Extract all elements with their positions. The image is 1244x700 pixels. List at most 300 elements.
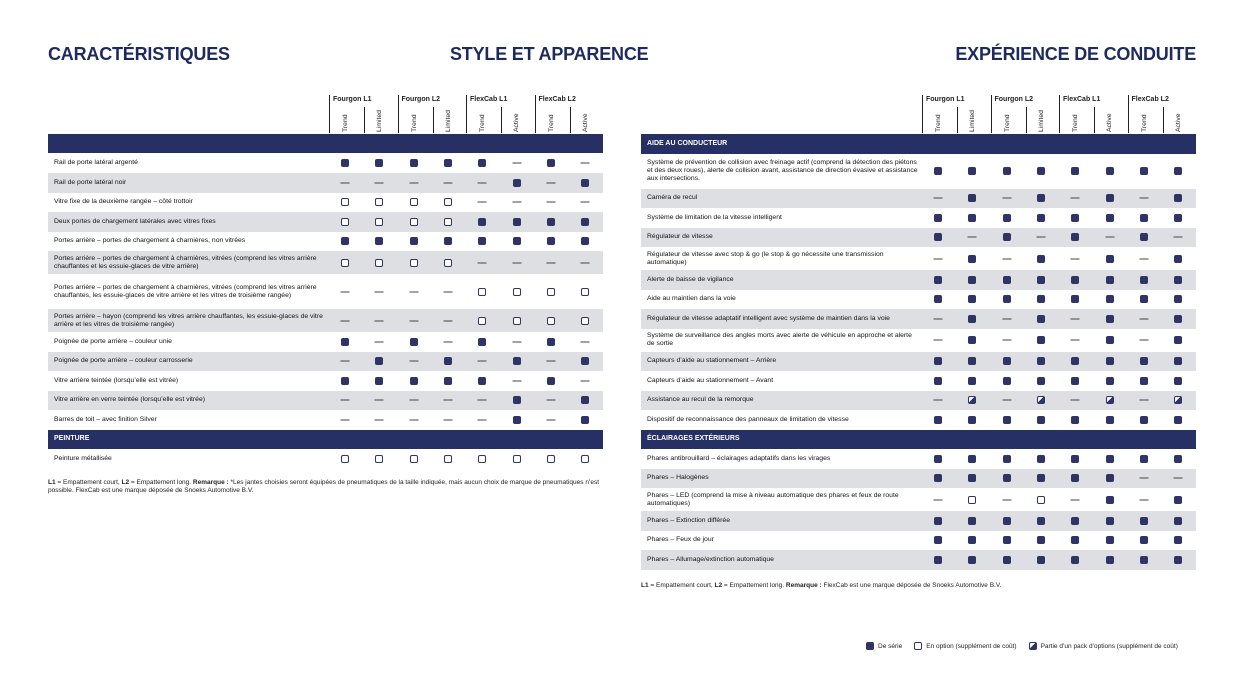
standard-mark-icon xyxy=(1106,536,1114,544)
standard-mark-icon xyxy=(1071,517,1079,525)
section-header-row xyxy=(641,134,1196,154)
not-available-dash xyxy=(1071,340,1080,341)
standard-mark-icon xyxy=(581,396,589,404)
feature-label: Phares – Allumage/extinction automatique xyxy=(647,555,774,563)
not-available-dash xyxy=(444,320,453,321)
standard-mark-icon xyxy=(1106,276,1114,284)
standard-mark-icon xyxy=(478,237,486,245)
column-divider xyxy=(501,107,502,133)
not-available-dash xyxy=(478,400,487,401)
option-mark-icon xyxy=(547,288,555,296)
option-mark-icon xyxy=(410,198,418,206)
table-row xyxy=(641,270,1196,290)
standard-mark-icon xyxy=(581,357,589,365)
table-row xyxy=(641,469,1196,489)
pack-mark-icon xyxy=(968,396,976,404)
not-available-dash xyxy=(444,291,453,292)
footnote-l2: L2 xyxy=(121,479,130,486)
not-available-dash xyxy=(1139,400,1148,401)
standard-mark-icon xyxy=(478,159,486,167)
standard-mark-icon xyxy=(1140,276,1148,284)
table-row xyxy=(641,371,1196,391)
standard-mark-icon xyxy=(1071,295,1079,303)
column-sub-label: Limited xyxy=(444,110,452,132)
not-available-dash xyxy=(444,419,453,420)
feature-label: Alerte de baisse de vigilance xyxy=(647,275,734,283)
column-group-2 xyxy=(1059,95,1128,133)
footnote-l1: L1 xyxy=(641,582,649,589)
option-mark-icon xyxy=(581,288,589,296)
option-mark-icon xyxy=(581,455,589,463)
not-available-dash xyxy=(1037,237,1046,238)
standard-mark-icon xyxy=(478,377,486,385)
table-row xyxy=(641,309,1196,329)
not-available-dash xyxy=(375,320,384,321)
not-available-dash xyxy=(409,361,418,362)
standard-mark-icon xyxy=(1037,167,1045,175)
standard-mark-icon xyxy=(1174,295,1182,303)
feature-label: Portes arrière – portes de chargement à charnières, vitrées (comprend les vitres arrière chauffantes, les essuie-glaces de vitre arrière et les vitres de troisième rangée) xyxy=(54,283,317,299)
legend xyxy=(866,642,1190,650)
not-available-dash xyxy=(934,258,943,259)
standard-mark-icon xyxy=(1071,214,1079,222)
standard-mark-icon xyxy=(1037,194,1045,202)
standard-mark-icon xyxy=(934,214,942,222)
standard-mark-icon xyxy=(1140,357,1148,365)
not-available-dash xyxy=(1002,499,1011,500)
not-available-dash xyxy=(478,361,487,362)
not-available-dash xyxy=(934,400,943,401)
section-header-row xyxy=(641,430,1196,450)
option-mark-icon xyxy=(513,288,521,296)
legend-standard-label: De série xyxy=(878,642,903,650)
standard-mark-icon xyxy=(444,237,452,245)
column-group-2 xyxy=(466,95,535,133)
standard-mark-icon xyxy=(1037,336,1045,344)
footnote-text-1: = Empattement court, xyxy=(55,479,122,486)
feature-label: Phares – Halogènes xyxy=(647,474,709,482)
not-available-dash xyxy=(1105,237,1114,238)
standard-mark-icon xyxy=(547,338,555,346)
feature-label: Aide au maintien dans la voie xyxy=(647,295,736,303)
column-divider xyxy=(1094,107,1095,133)
footnote-text-2: = Empattement long. xyxy=(722,582,786,589)
standard-mark-icon xyxy=(1106,167,1114,175)
option-mark-icon xyxy=(341,455,349,463)
standard-mark-icon xyxy=(1140,556,1148,564)
standard-mark-icon xyxy=(1140,536,1148,544)
standard-mark-icon xyxy=(1071,556,1079,564)
not-available-dash xyxy=(1139,258,1148,259)
column-group-0 xyxy=(329,95,398,133)
column-group-label: FlexCab L2 xyxy=(538,96,576,103)
standard-mark-icon xyxy=(968,536,976,544)
feature-label: Vitre arrière teintée (lorsqu’elle est vitrée) xyxy=(54,376,179,384)
standard-mark-icon xyxy=(934,416,942,424)
not-available-dash xyxy=(581,262,590,263)
footnote-remark-label: Remarque : xyxy=(785,582,822,589)
standard-mark-icon xyxy=(1140,295,1148,303)
standard-mark-icon xyxy=(478,218,486,226)
standard-mark-icon xyxy=(1037,315,1045,323)
feature-label: Capteurs d’aide au stationnement – Arrière xyxy=(647,357,777,365)
table-row xyxy=(641,189,1196,209)
column-sub-label: Active xyxy=(513,113,520,132)
option-mark-icon xyxy=(375,259,383,267)
not-available-dash xyxy=(1139,340,1148,341)
feature-label: Portes arrière – portes de chargement à charnières, vitrées (comprend les vitres arrière chauffantes et les essuie-glaces de vitre arrière) xyxy=(54,254,317,270)
standard-mark-icon xyxy=(934,517,942,525)
standard-mark-icon xyxy=(410,377,418,385)
column-sub-label: Active xyxy=(581,113,589,132)
standard-mark-icon xyxy=(1106,517,1114,525)
feature-label: Portes arrière – portes de chargement à charnières, non vitrées xyxy=(54,237,246,245)
footnote-l1: L1 xyxy=(48,479,56,486)
standard-mark-icon xyxy=(547,237,555,245)
standard-mark-icon xyxy=(1140,233,1148,241)
left-footnote xyxy=(48,479,608,495)
table-row xyxy=(641,329,1196,352)
option-mark-icon xyxy=(410,218,418,226)
option-mark-icon xyxy=(410,259,418,267)
standard-mark-icon xyxy=(513,357,521,365)
standard-mark-icon xyxy=(1174,455,1182,463)
not-available-dash xyxy=(1002,318,1011,319)
feature-label: Régulateur de vitesse xyxy=(647,233,713,241)
standard-mark-icon xyxy=(1106,295,1114,303)
standard-mark-icon xyxy=(1071,536,1079,544)
standard-mark-icon xyxy=(1174,276,1182,284)
not-available-dash xyxy=(934,198,943,199)
standard-mark-icon xyxy=(934,536,942,544)
table-row xyxy=(641,511,1196,531)
column-group-label: Fourgon L1 xyxy=(333,96,372,103)
standard-mark-icon xyxy=(968,416,976,424)
column-group-1 xyxy=(398,95,467,133)
table-row xyxy=(641,531,1196,551)
left-feature-table xyxy=(48,134,603,474)
feature-label: Vitre fixe de la deuxième rangée – côté trottoir xyxy=(54,198,193,206)
feature-label: Régulateur de vitesse avec stop & go (le stop & go nécessite une transmission automatique) xyxy=(647,250,884,266)
not-available-dash xyxy=(478,182,487,183)
standard-mark-icon xyxy=(581,237,589,245)
standard-mark-icon xyxy=(341,159,349,167)
standard-mark-icon xyxy=(1037,255,1045,263)
standard-mark-icon xyxy=(547,218,555,226)
standard-mark-icon xyxy=(934,474,942,482)
pack-square-icon xyxy=(1029,642,1037,650)
not-available-dash xyxy=(1071,400,1080,401)
not-available-dash xyxy=(409,320,418,321)
standard-mark-icon xyxy=(1106,377,1114,385)
column-sub-label: Active xyxy=(1106,113,1113,132)
standard-mark-icon xyxy=(1140,377,1148,385)
standard-mark-icon xyxy=(1106,455,1114,463)
standard-mark-icon xyxy=(341,338,349,346)
option-mark-icon xyxy=(1037,496,1045,504)
option-mark-icon xyxy=(375,218,383,226)
not-available-dash xyxy=(1174,478,1183,479)
option-mark-icon xyxy=(581,317,589,325)
standard-mark-icon xyxy=(1037,517,1045,525)
not-available-dash xyxy=(1071,198,1080,199)
table-header-bar xyxy=(48,134,603,153)
not-available-dash xyxy=(444,341,453,342)
feature-label: Phares – Extinction différée xyxy=(647,516,730,524)
column-sub-label: Trend xyxy=(1072,114,1079,132)
standard-mark-icon xyxy=(1174,315,1182,323)
not-available-dash xyxy=(934,499,943,500)
standard-mark-icon xyxy=(934,357,942,365)
standard-mark-icon xyxy=(1037,295,1045,303)
table-row xyxy=(641,550,1196,570)
not-available-dash xyxy=(1002,400,1011,401)
not-available-dash xyxy=(546,202,555,203)
feature-label: Rail de porte latéral noir xyxy=(54,178,127,186)
not-available-dash xyxy=(512,341,521,342)
option-mark-icon xyxy=(444,198,452,206)
standard-mark-icon xyxy=(410,159,418,167)
standard-mark-icon xyxy=(1003,455,1011,463)
table-row xyxy=(48,173,603,193)
standard-mark-icon xyxy=(1003,517,1011,525)
column-sub-label: Limited xyxy=(969,110,976,132)
option-mark-icon xyxy=(513,317,521,325)
feature-label: Phares – Feux de jour xyxy=(647,536,714,544)
table-row xyxy=(48,309,603,332)
column-group-label: Fourgon L2 xyxy=(994,96,1033,103)
column-group-label: FlexCab L1 xyxy=(470,96,508,103)
table-row xyxy=(48,274,603,309)
standard-mark-icon xyxy=(410,338,418,346)
table-row xyxy=(48,332,603,352)
standard-mark-icon xyxy=(1106,556,1114,564)
feature-label: Système de prévention de collision avec freinage actif (comprend la détection des piétons et des deux roues), alerte de collision avant, assistance de direction évasive et assistance aux intersections. xyxy=(647,159,918,182)
standard-mark-icon xyxy=(1071,474,1079,482)
standard-mark-icon xyxy=(341,377,349,385)
option-square-icon xyxy=(914,642,922,650)
standard-mark-icon xyxy=(1174,517,1182,525)
table-row xyxy=(48,391,603,411)
standard-mark-icon xyxy=(375,377,383,385)
standard-mark-icon xyxy=(581,179,589,187)
standard-mark-icon xyxy=(934,455,942,463)
table-row xyxy=(641,208,1196,228)
not-available-dash xyxy=(1174,237,1183,238)
not-available-dash xyxy=(1002,340,1011,341)
column-sub-label: Trend xyxy=(479,114,486,132)
standard-mark-icon xyxy=(1003,167,1011,175)
standard-mark-icon xyxy=(968,214,976,222)
option-mark-icon xyxy=(968,496,976,504)
not-available-dash xyxy=(341,320,350,321)
section-label: AIDE AU CONDUCTEUR xyxy=(647,139,728,147)
standard-mark-icon xyxy=(1106,357,1114,365)
not-available-dash xyxy=(478,202,487,203)
standard-mark-icon xyxy=(1037,455,1045,463)
column-sub-label: Trend xyxy=(935,114,942,132)
not-available-dash xyxy=(581,341,590,342)
footnote-l2: L2 xyxy=(714,582,723,589)
standard-mark-icon xyxy=(968,315,976,323)
standard-mark-icon xyxy=(1174,377,1182,385)
standard-mark-icon xyxy=(1003,416,1011,424)
feature-label: Poignée de porte arrière – couleur unie xyxy=(54,337,172,345)
not-available-dash xyxy=(934,340,943,341)
option-mark-icon xyxy=(513,455,521,463)
footnote-remark-label: Remarque : xyxy=(192,479,229,486)
standard-mark-icon xyxy=(934,276,942,284)
standard-mark-icon xyxy=(1071,377,1079,385)
feature-label: Poignée de porte arrière – couleur carrosserie xyxy=(54,357,193,365)
standard-mark-icon xyxy=(444,357,452,365)
standard-mark-icon xyxy=(1037,416,1045,424)
column-divider xyxy=(1163,107,1164,133)
standard-mark-icon xyxy=(1174,357,1182,365)
feature-label: Régulateur de vitesse adaptatif intelligent avec système de maintien dans la voie xyxy=(647,314,890,322)
feature-label: Dispositif de reconnaissance des panneaux de limitation de vitesse xyxy=(647,415,849,423)
column-divider xyxy=(433,107,434,133)
not-available-dash xyxy=(375,182,384,183)
option-mark-icon xyxy=(547,455,555,463)
feature-label: Phares antibrouillard – éclairages adaptatifs dans les virages xyxy=(647,454,831,462)
option-mark-icon xyxy=(341,218,349,226)
option-mark-icon xyxy=(478,317,486,325)
standard-mark-icon xyxy=(375,237,383,245)
table-row xyxy=(48,212,603,232)
standard-mark-icon xyxy=(1003,556,1011,564)
not-available-dash xyxy=(581,163,590,164)
legend-pack xyxy=(1029,642,1178,650)
standard-mark-icon xyxy=(934,167,942,175)
section-header-row xyxy=(48,430,603,450)
feature-label: Caméra de recul xyxy=(647,194,698,202)
standard-mark-icon xyxy=(1106,336,1114,344)
standard-mark-icon xyxy=(444,159,452,167)
standard-mark-icon xyxy=(513,218,521,226)
feature-label: Assistance au recul de la remorque xyxy=(647,396,754,404)
table-row xyxy=(48,449,603,469)
table-row xyxy=(48,371,603,391)
page-title-left: CARACTÉRISTIQUES xyxy=(48,44,230,64)
feature-label: Capteurs d’aide au stationnement – Avant xyxy=(647,376,774,384)
standard-mark-icon xyxy=(1071,167,1079,175)
option-mark-icon xyxy=(375,198,383,206)
column-sub-label: Trend xyxy=(547,114,555,132)
standard-mark-icon xyxy=(513,396,521,404)
standard-mark-icon xyxy=(968,357,976,365)
standard-mark-icon xyxy=(1003,357,1011,365)
not-available-dash xyxy=(512,202,521,203)
standard-mark-icon xyxy=(1174,536,1182,544)
table-row xyxy=(641,228,1196,248)
footnote-remark-text: FlexCab est une marque déposée de Snoeks Automotive B.V. xyxy=(821,582,1002,589)
table-row xyxy=(641,247,1196,270)
standard-mark-icon xyxy=(1140,416,1148,424)
standard-mark-icon xyxy=(1106,416,1114,424)
section-title-style: STYLE ET APPARENCE xyxy=(450,44,649,64)
standard-mark-icon xyxy=(1003,214,1011,222)
column-sub-label: Limited xyxy=(376,110,383,132)
standard-mark-icon xyxy=(1106,194,1114,202)
standard-mark-icon xyxy=(968,167,976,175)
footnote-remark-text: *Les jantes choisies seront équipées de pneumatiques de la taille indiquée, mais aucun choix de marque de pneumatiques n’est possible. FlexCab est une marque déposée de Snoeks Automotive B.V. xyxy=(48,479,600,494)
standard-mark-icon xyxy=(1071,233,1079,241)
section-label: ÉCLAIRAGES EXTÉRIEURS xyxy=(647,435,740,443)
not-available-dash xyxy=(341,291,350,292)
column-sub-label: Trend xyxy=(410,114,418,132)
column-sub-label: Trend xyxy=(1003,114,1011,132)
standard-mark-icon xyxy=(1003,233,1011,241)
standard-mark-icon xyxy=(1106,315,1114,323)
standard-mark-icon xyxy=(513,179,521,187)
standard-mark-icon xyxy=(375,357,383,365)
standard-mark-icon xyxy=(1140,517,1148,525)
standard-mark-icon xyxy=(341,237,349,245)
column-group-3 xyxy=(535,95,604,133)
not-available-dash xyxy=(409,400,418,401)
option-mark-icon xyxy=(478,288,486,296)
standard-mark-icon xyxy=(1174,214,1182,222)
standard-mark-icon xyxy=(968,194,976,202)
feature-label: Portes arrière – hayon (comprend les vitres arrière chauffantes, les essuie-glaces de vitre arrière et les vitres de troisième rangée) xyxy=(54,312,323,328)
option-mark-icon xyxy=(478,455,486,463)
not-available-dash xyxy=(546,262,555,263)
option-mark-icon xyxy=(444,218,452,226)
feature-label: Peinture métallisée xyxy=(54,454,112,462)
not-available-dash xyxy=(341,400,350,401)
not-available-dash xyxy=(1071,499,1080,500)
standard-square-icon xyxy=(866,642,874,650)
not-available-dash xyxy=(1139,198,1148,199)
table-row xyxy=(641,352,1196,372)
not-available-dash xyxy=(341,419,350,420)
column-divider xyxy=(957,107,958,133)
table-row xyxy=(48,352,603,372)
standard-mark-icon xyxy=(968,556,976,564)
not-available-dash xyxy=(1071,318,1080,319)
standard-mark-icon xyxy=(1174,416,1182,424)
standard-mark-icon xyxy=(968,377,976,385)
option-mark-icon xyxy=(444,455,452,463)
standard-mark-icon xyxy=(1037,474,1045,482)
not-available-dash xyxy=(1139,478,1148,479)
standard-mark-icon xyxy=(1140,214,1148,222)
standard-mark-icon xyxy=(968,455,976,463)
table-row xyxy=(641,449,1196,469)
column-sub-label: Active xyxy=(1174,113,1182,132)
standard-mark-icon xyxy=(375,159,383,167)
standard-mark-icon xyxy=(1071,357,1079,365)
standard-mark-icon xyxy=(934,556,942,564)
not-available-dash xyxy=(546,400,555,401)
table-row xyxy=(48,232,603,252)
not-available-dash xyxy=(341,361,350,362)
feature-label: Système de surveillance des angles morts avec alerte de véhicule en approche et alerte de sortie xyxy=(647,332,912,347)
standard-mark-icon xyxy=(968,295,976,303)
not-available-dash xyxy=(546,182,555,183)
standard-mark-icon xyxy=(968,336,976,344)
feature-label: Deux portes de chargement latérales avec vitres fixes xyxy=(54,217,216,225)
column-divider xyxy=(1026,107,1027,133)
column-group-0 xyxy=(922,95,991,133)
standard-mark-icon xyxy=(547,377,555,385)
table-row xyxy=(641,154,1196,189)
legend-option-label: En option (supplément de coût) xyxy=(926,642,1017,650)
pack-mark-icon xyxy=(1106,396,1114,404)
standard-mark-icon xyxy=(1003,536,1011,544)
option-mark-icon xyxy=(547,317,555,325)
